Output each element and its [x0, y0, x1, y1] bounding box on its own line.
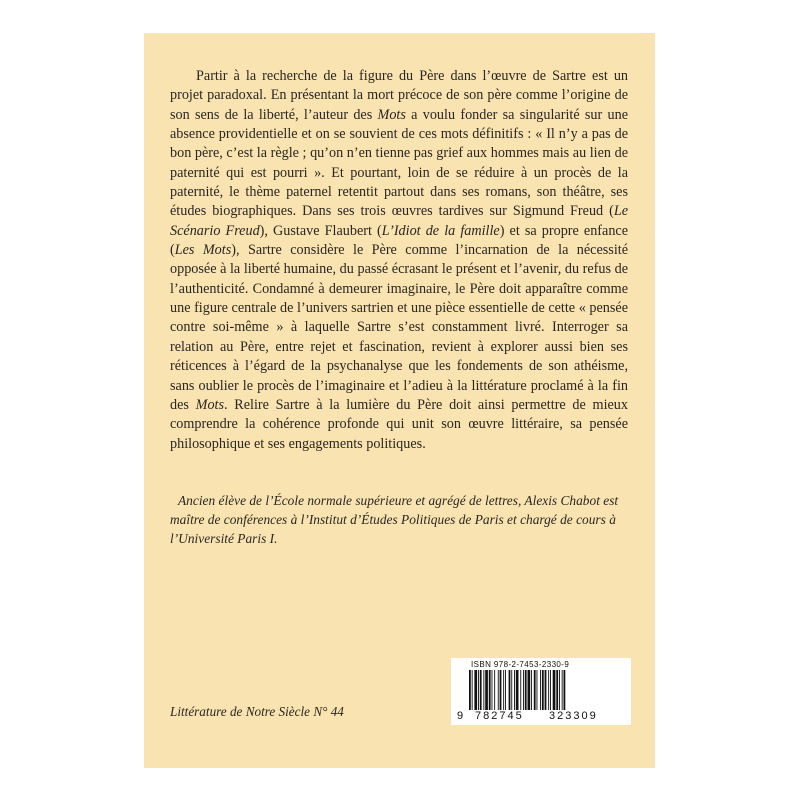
isbn-label: ISBN 978-2-7453-2330-9: [471, 660, 570, 669]
ean-group-right: 323309: [549, 710, 598, 722]
series-label: Littérature de Notre Siècle N° 44: [170, 704, 344, 719]
author-bio: Ancien élève de l’École normale supérieure et agrégé de lettres, Alexis Chabot est maître de conférences à l’Institut d’Études Politiques de Paris et chargé de cours à l’Université Paris I.: [170, 493, 619, 546]
ean-first-digit: 9: [457, 710, 464, 722]
book-back-cover: [144, 33, 655, 768]
barcode-block: [451, 658, 631, 725]
ean-group-left: 782745: [475, 710, 524, 722]
barcode-icon: [469, 670, 619, 710]
blurb-text: Partir à la recherche de la figure du Père dans l’œuvre de Sartre est un projet paradoxal. En présentant la mort précoce de son père comme l’origine de son sens de la liberté, l’auteur des Mots a voulu fonder sa singularité sur une absence providentielle et on se souvient de ces mots définitifs : « Il n’y a pas de bon père, c’est la règle ; qu’on n’en tienne pas grief aux hommes mais au lien de paternité qui est pourri ». Et pourtant, loin de se réduire à un procès de la paternité, le thème paternel retentit partout dans ses romans, son théâtre, ses études biographiques. Dans ses trois œuvres tardives sur Sigmund Freud (Le Scénario Freud), Gustave Flaubert (L’Idiot de la famille) et sa propre enfance (Les Mots), Sartre considère le Père comme l’incarnation de la nécessité opposée à la liberté humaine, du passé écrasant le présent et l’avenir, du refus de l’authenticité. Condamné à demeurer imaginaire, le Père doit apparaître comme une figure centrale de l’univers sartrien et une pièce essentielle de cette « pensée contre soi-même » à laquelle Sartre s’est constamment livré. Interroger sa relation au Père, entre rejet et fascination, revient à explorer aussi bien ses réticences à l’égard de la psychanalyse que les fondements de son athéisme, sans oublier le procès de l’imaginaire et l’adieu à la littérature proclamé à la fin des Mots. Relire Sartre à la lumière du Père doit ainsi permettre de mieux comprendre la cohérence profonde qui unit son œuvre littéraire, sa pensée philosophique et ses engagements politiques.: [170, 68, 629, 452]
